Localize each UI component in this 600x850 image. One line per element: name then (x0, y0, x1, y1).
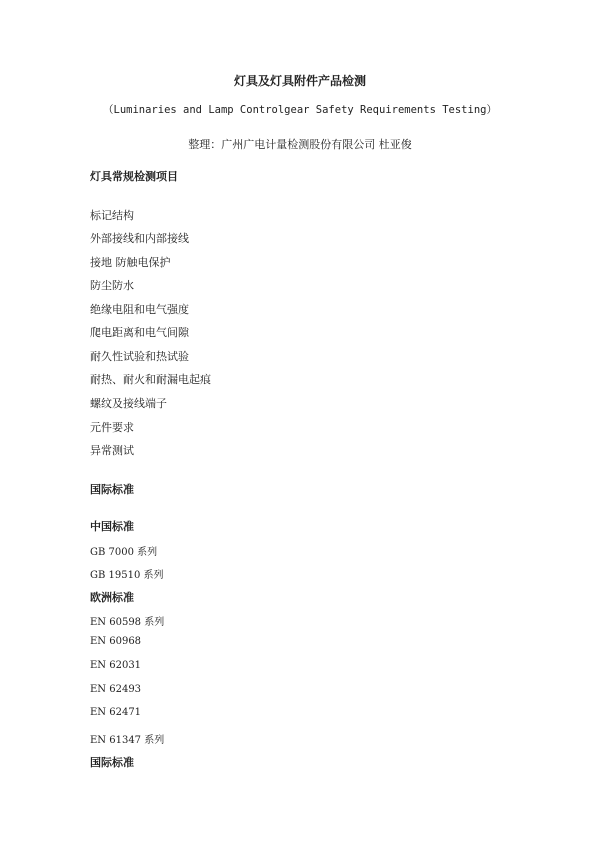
europe-standard-item: EN 62471 (90, 707, 142, 718)
international-standards-heading: 国际标准 (90, 756, 134, 769)
routine-item: 耐久性试验和热试验 (90, 350, 189, 363)
routine-item: 爬电距离和电气间隙 (90, 326, 189, 339)
routine-item: 螺纹及接线端子 (90, 397, 167, 410)
europe-standard-item: EN 60598 系列 (90, 617, 165, 628)
routine-item: 接地 防触电保护 (90, 256, 171, 269)
document-subtitle: （Luminaries and Lamp Controlgear Safety Requirements Testing） (103, 104, 497, 116)
europe-standards-heading: 欧洲标准 (90, 591, 134, 604)
china-standard-item: GB 19510 系列 (90, 570, 164, 581)
document-title: 灯具及灯具附件产品检测 (233, 74, 366, 88)
routine-item: 元件要求 (90, 421, 134, 434)
china-standards-heading: 中国标准 (90, 520, 134, 533)
routine-item: 外部接线和内部接线 (90, 232, 189, 245)
routine-item: 标记结构 (90, 209, 134, 222)
europe-standard-item: EN 60968 (90, 636, 142, 647)
europe-standard-item: EN 62031 (90, 660, 142, 671)
europe-standard-item: EN 62493 (90, 684, 142, 695)
china-standard-item: GB 7000 系列 (90, 547, 158, 558)
routine-item: 绝缘电阻和电气强度 (90, 303, 189, 316)
routine-item: 异常测试 (90, 444, 134, 457)
europe-standard-item: EN 61347 系列 (90, 735, 165, 746)
routine-items-heading: 灯具常规检测项目 (90, 170, 178, 183)
routine-item: 防尘防水 (90, 279, 134, 292)
standards-heading: 国际标准 (90, 483, 134, 496)
routine-item: 耐热、耐火和耐漏电起痕 (90, 373, 211, 386)
compiler-line: 整理：广州广电计量检测股份有限公司 杜亚俊 (188, 138, 412, 151)
